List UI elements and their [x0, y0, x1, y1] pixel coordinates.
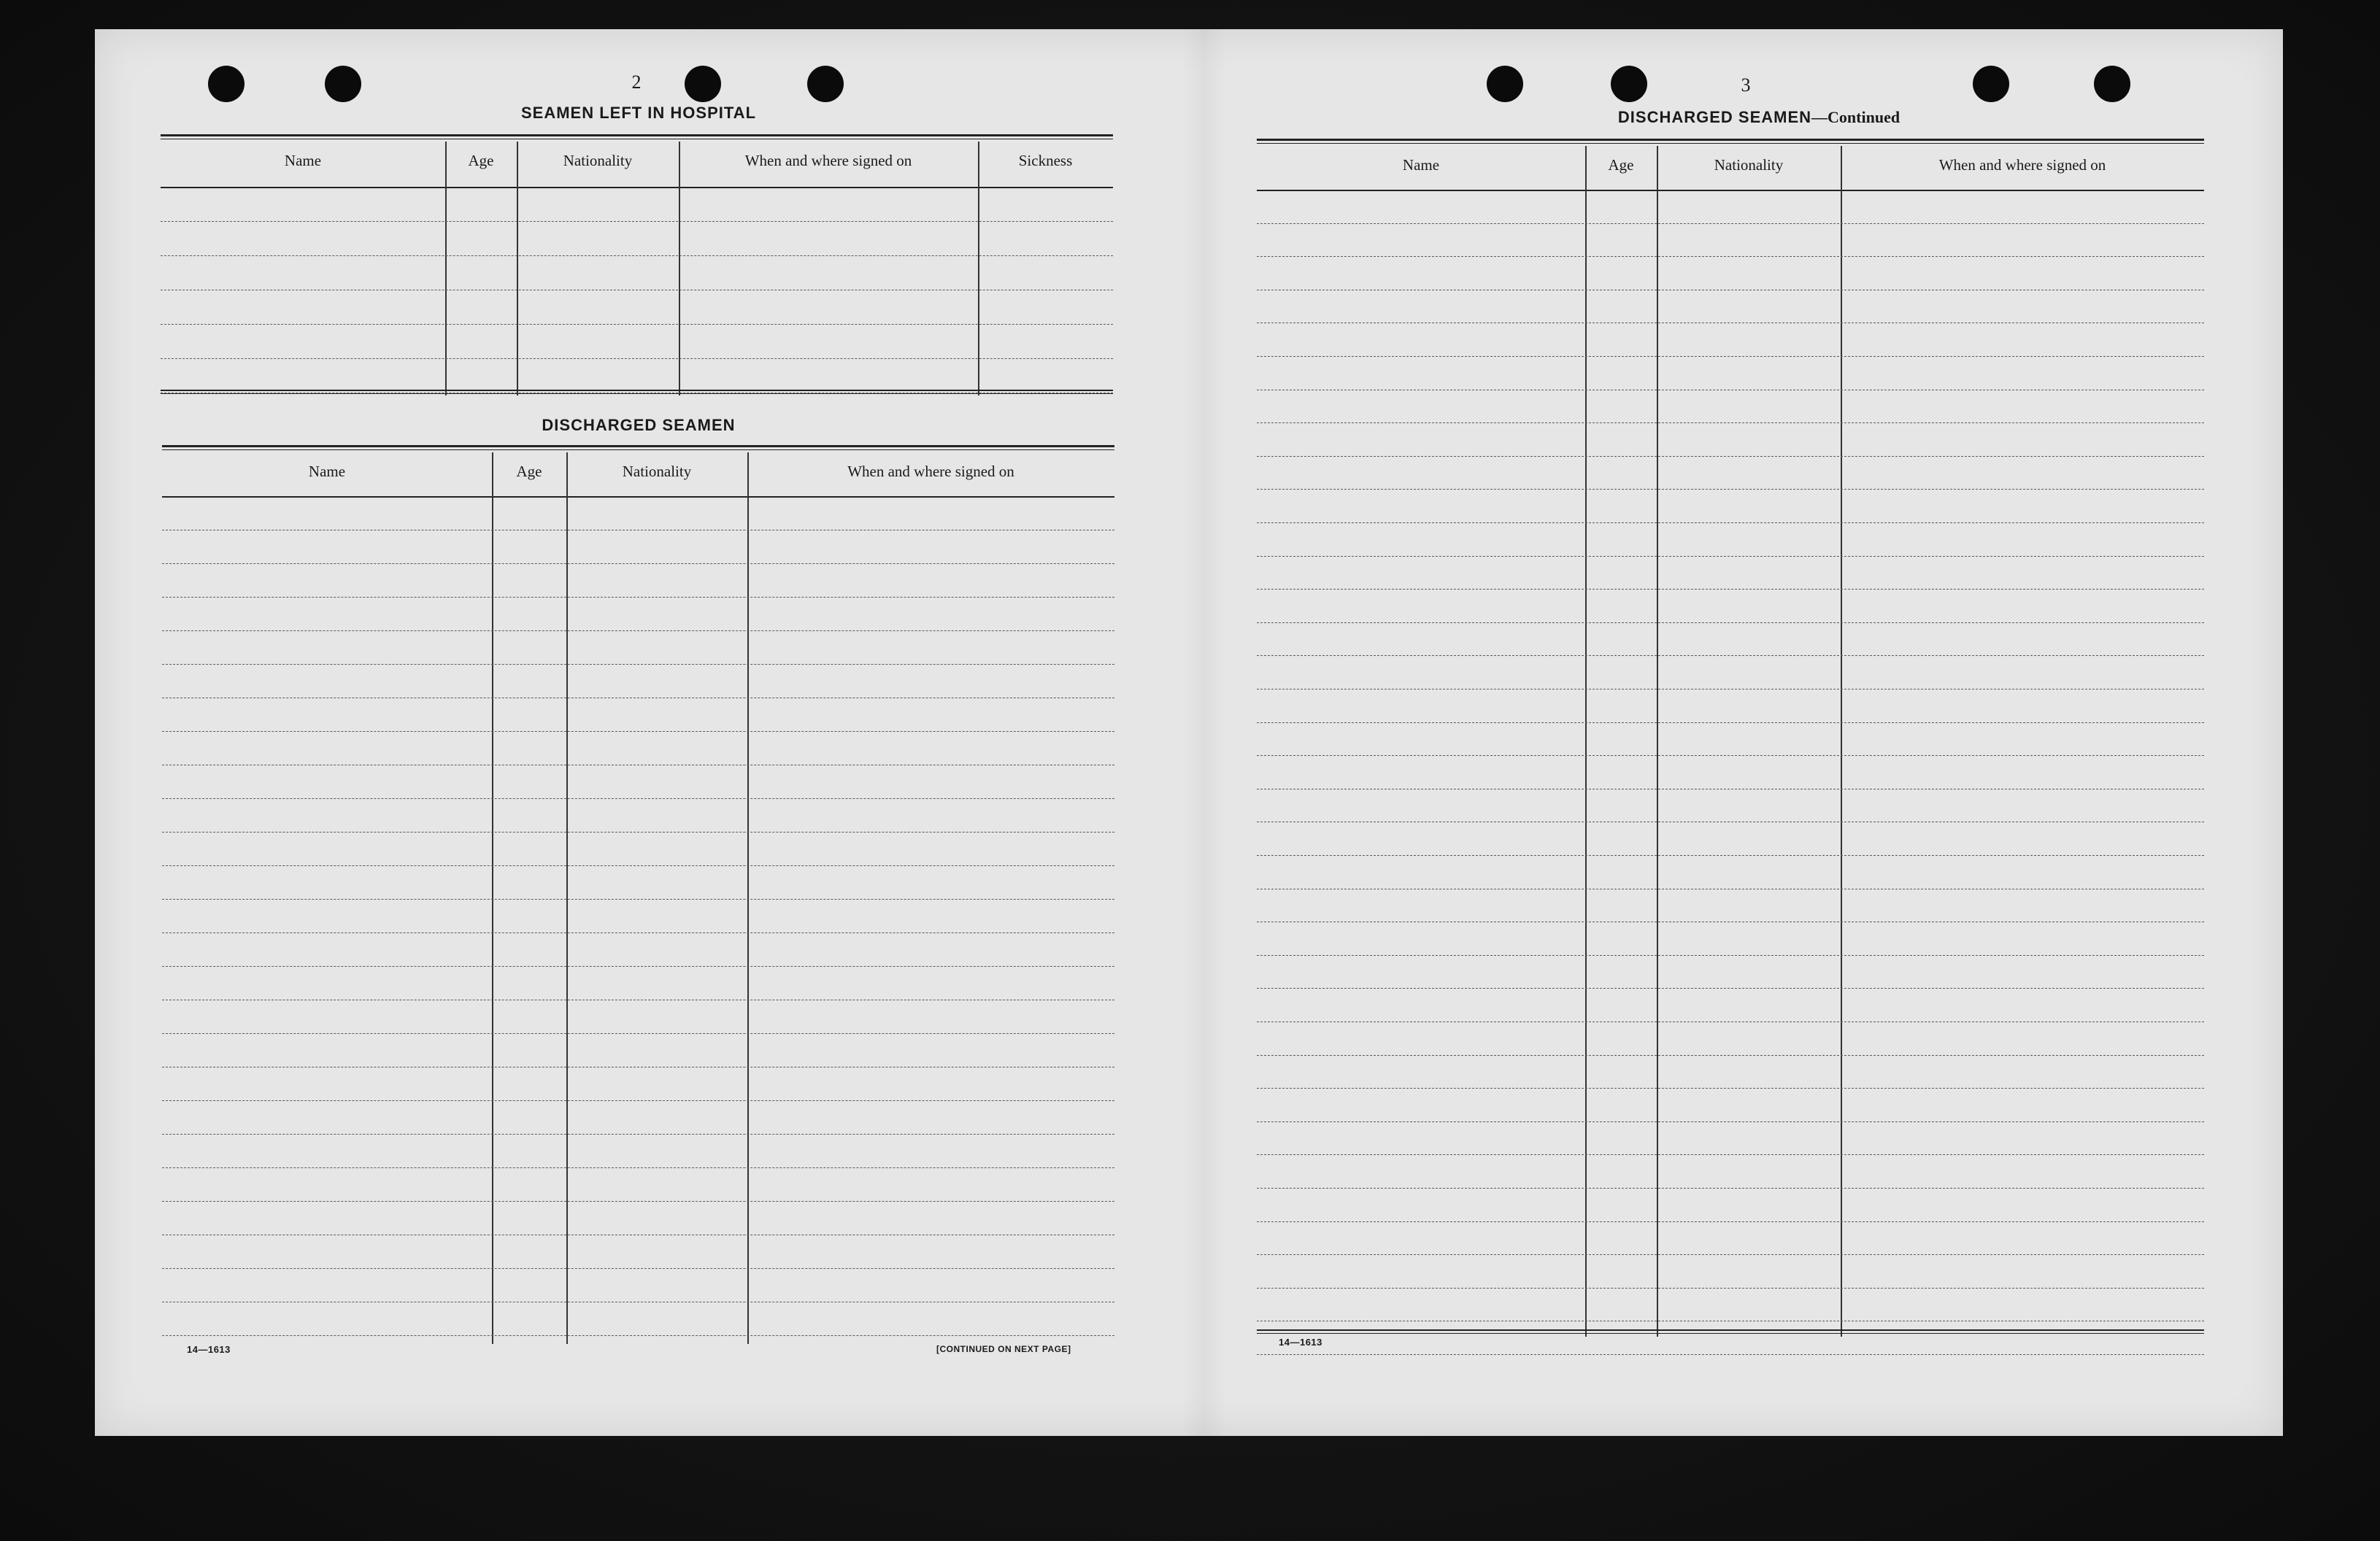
punch-hole: [208, 66, 244, 102]
table-row: [1257, 223, 2204, 224]
table-row: [1257, 1354, 2204, 1355]
discharged-table-right: [1257, 139, 2204, 1335]
table-row: [162, 899, 1114, 900]
punch-hole: [2094, 66, 2130, 102]
table-row: [1257, 556, 2204, 557]
table-row: [162, 1033, 1114, 1034]
table-row: [1257, 988, 2204, 989]
punch-hole: [1973, 66, 2009, 102]
table-row: [1257, 1055, 2204, 1056]
table-row: [1257, 1121, 2204, 1122]
table-row: [1257, 456, 2204, 457]
table-row: [161, 255, 1113, 256]
page-fold: [1182, 29, 1226, 1436]
right-page-number: 3: [1741, 74, 1751, 96]
punch-hole: [1487, 66, 1523, 102]
table-row: [162, 966, 1114, 967]
table-row: [162, 731, 1114, 732]
table-row: [1257, 1188, 2204, 1189]
column-header-signed-on: When and where signed on: [1938, 156, 2106, 174]
table-row: [1257, 256, 2204, 257]
punch-hole: [685, 66, 721, 102]
table-row: [162, 597, 1114, 598]
column-header-age: Age: [468, 152, 494, 169]
continued-title-main: DISCHARGED SEAMEN: [1617, 108, 1812, 126]
left-page-number: 2: [631, 72, 642, 93]
column-header-nationality: Nationality: [622, 463, 692, 480]
column-header-name: Name: [1402, 156, 1440, 174]
table-row: [162, 1100, 1114, 1101]
hospital-table: [161, 134, 1113, 394]
column-header-sickness: Sickness: [1018, 152, 1073, 169]
table-row: [162, 1134, 1114, 1135]
table-row: [1257, 356, 2204, 357]
hospital-section-title: SEAMEN LEFT IN HOSPITAL: [520, 104, 757, 122]
continued-note: [CONTINUED ON NEXT PAGE]: [936, 1344, 1071, 1354]
table-row: [1257, 689, 2204, 690]
table-row: [1257, 655, 2204, 656]
table-row: [1257, 1154, 2204, 1155]
continued-title-suffix: —Continued: [1811, 108, 1900, 126]
column-header-signed-on: When and where signed on: [847, 463, 1014, 480]
table-row: [1257, 422, 2204, 423]
table-row: [162, 563, 1114, 564]
continued-section-title: [1518, 108, 2000, 127]
table-row: [1257, 522, 2204, 523]
table-row: [162, 865, 1114, 866]
table-row: [162, 932, 1114, 933]
column-header-signed-on: When and where signed on: [744, 152, 912, 169]
column-header-name: Name: [308, 463, 346, 480]
table-row: [1257, 1221, 2204, 1222]
table-row: [161, 221, 1113, 222]
table-row: [162, 832, 1114, 833]
table-row: [1257, 855, 2204, 856]
table-row: [1257, 1021, 2204, 1022]
table-row: [162, 664, 1114, 665]
table-row: [162, 1201, 1114, 1202]
table-row: [1257, 955, 2204, 956]
table-row: [162, 1167, 1114, 1168]
table-row: [1257, 1288, 2204, 1289]
left-form-code: 14—1613: [187, 1344, 231, 1355]
table-row: [162, 798, 1114, 799]
table-row: [1257, 622, 2204, 623]
discharged-table-left: [162, 445, 1114, 1339]
column-header-nationality: Nationality: [563, 152, 633, 169]
column-header-nationality: Nationality: [1714, 156, 1784, 174]
column-header-age: Age: [1608, 156, 1634, 174]
table-row: [162, 630, 1114, 631]
table-row: [1257, 722, 2204, 723]
punch-hole: [1611, 66, 1647, 102]
table-row: [1257, 1088, 2204, 1089]
table-row: [1257, 755, 2204, 756]
table-row: [1257, 589, 2204, 590]
column-header-age: Age: [516, 463, 542, 480]
punch-hole: [807, 66, 844, 102]
table-row: [162, 1268, 1114, 1269]
discharged-section-title: DISCHARGED SEAMEN: [542, 416, 736, 434]
table-row: [162, 1335, 1114, 1336]
table-row: [161, 324, 1113, 325]
column-header-name: Name: [284, 152, 322, 169]
punch-hole: [325, 66, 361, 102]
table-row: [1257, 489, 2204, 490]
table-row: [1257, 1254, 2204, 1255]
table-row: [161, 358, 1113, 359]
right-form-code: 14—1613: [1279, 1337, 1322, 1348]
